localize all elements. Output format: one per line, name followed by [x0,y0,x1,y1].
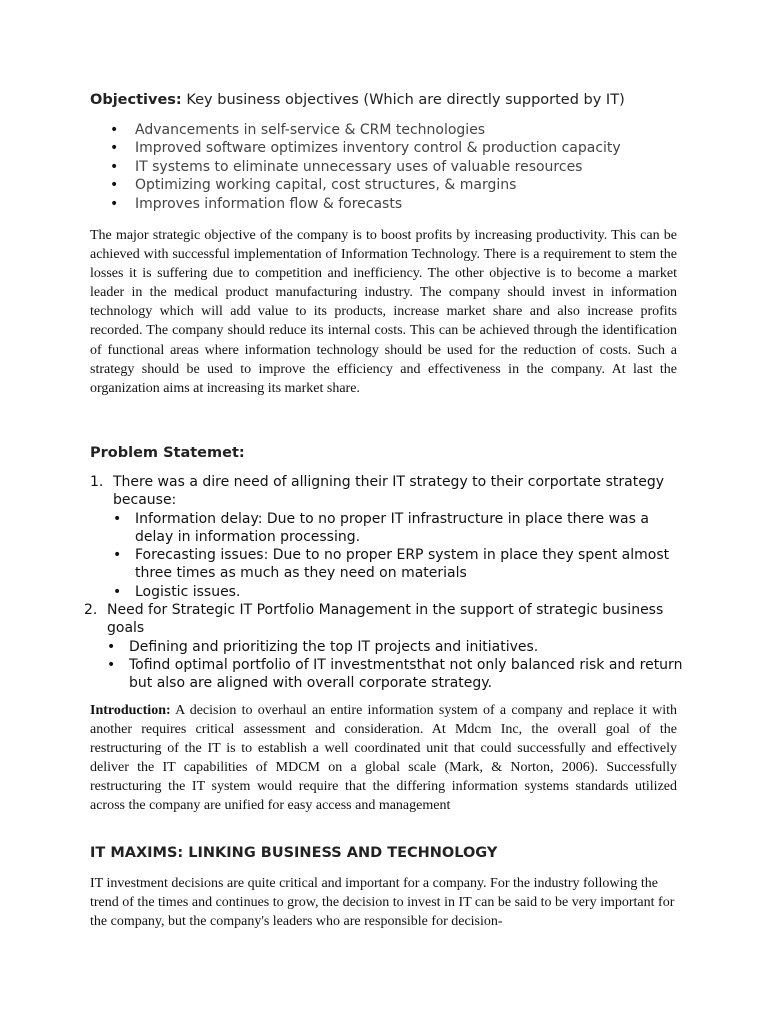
problem-list [84,473,690,693]
list-item: • Defining and prioritizing the top IT projects and initiatives. [129,638,690,656]
maxims-heading [90,845,497,861]
list-item: • Logistic issues. [135,583,690,601]
objectives-label: Objectives: [90,92,182,108]
sub-list [113,510,690,601]
list-item: • Tofind optimal portfolio of IT investmentsthat not only balanced risk and return but also are aligned with overall corporate strategy. [129,656,690,693]
maxims-paragraph: IT investment decisions are quite critical and important for a company. For the industry following the trend of the times and continues to grow, the decision to invest in IT can be said to be very important for the company, but the company's leaders who are responsible for decision- [90,876,675,930]
list-item: • Optimizing working capital, cost structures, & margins [135,176,735,194]
maxims-title: IT MAXIMS: LINKING BUSINESS AND TECHNOLOGY [90,845,498,861]
list-item: • Information delay: Due to no proper IT infrastructure in place there was a delay in information processing. [135,510,690,547]
item-number: 2. [84,602,98,619]
objectives-list [90,121,735,213]
list-item: • Improves information flow & forecasts [135,195,735,213]
objectives-paragraph: The major strategic objective of the company is to boost profits by increasing productivity. This can be achieved with successful implementation of Information Technology. There is a requirement to stem the losses it is suffering due to competition and inefficiency. The other objective is to become a market leader in the medical product manufacturing industry. The company should invest in information technology which will add value to its products, increase market share and also increase profits recorded. The company should reduce its internal costs. This can be achieved through the identification of functional areas where information technology should be used for the reduction of costs. Such a strategy should be used to improve the efficiency and effectiveness in the company. At last the organization aims at increasing its market share. [90,228,677,396]
introduction-text: A decision to overhaul an entire information system of a company and replace it with another requires critical assessment and consideration. At Mdcm Inc, the overall goal of the restructuring of the IT is to establish a well coordinated unit that could successfully and effectively deliver the IT capabilities of MDCM on a global scale (Mark, & Norton, 2006). Successfully restructuring the IT system would require that the differing information systems standards utilized across the company are unified for easy access and management [90,703,677,814]
list-item: • Forecasting issues: Due to no proper ERP system in place they spent almost three times as much as they need on materials [135,546,690,583]
item-text: Need for Strategic IT Portfolio Management in the support of strategic business goals [107,602,664,637]
problem-heading [90,445,245,461]
problem-title: Problem Statemet: [90,445,245,461]
introduction-label: Introduction: [90,703,171,718]
sub-list [107,638,690,693]
list-item: • Improved software optimizes inventory control & production capacity [135,139,735,157]
list-item [90,473,690,601]
item-number: 1. [90,474,104,490]
list-item: • IT systems to eliminate unnecessary uses of valuable resources [135,158,735,176]
introduction-paragraph [90,701,677,816]
list-item: • Advancements in self-service & CRM technologies [135,121,735,139]
objectives-heading [90,92,625,108]
item-text: There was a dire need of alligning their IT strategy to their corportate strategy because: [113,474,664,509]
objectives-title: Key business objectives (Which are directly supported by IT) [181,92,625,108]
list-item [84,601,690,692]
